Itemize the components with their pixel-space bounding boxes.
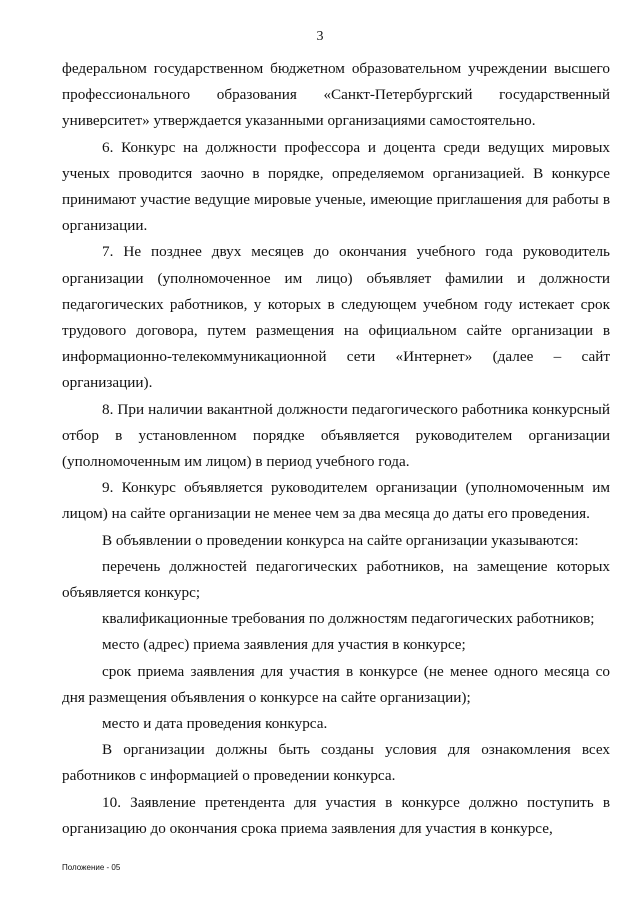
paragraph: 7. Не позднее двух месяцев до окончания учебного года руководитель организации (уполномоченное им лицо) объявляет фамилии и должности педагогических работников, у которых в следующем учебном году истекает срок трудового договора, путем размещения на официальном сайте организации в информационно-телекоммуникационной сети «Интернет» (далее – сайт организации).	[62, 243, 610, 392]
page-number: 3	[316, 29, 324, 44]
paragraph: В организации должны быть созданы условия для ознакомления всех работников с информацией о проведении конкурса.	[62, 741, 610, 785]
paragraph: 8. При наличии вакантной должности педагогического работника конкурсный отбор в установленном порядке объявляется руководителем организации (уполномоченным им лицом) в период учебного года.	[62, 400, 610, 471]
paragraph: перечень должностей педагогических работников, на замещение которых объявляется конкурс;	[62, 557, 610, 602]
paragraph: 9. Конкурс объявляется руководителем организации (уполномоченным им лицом) на сайте организации не менее чем за два месяца до даты его проведения.	[62, 479, 610, 523]
paragraph: 10. Заявление претендента для участия в конкурсе должно поступить в организацию до окончания срока приема заявления для участия в конкурсе,	[62, 793, 610, 837]
paragraph: 6. Конкурс на должности профессора и доцента среди ведущих мировых ученых проводится заочно в порядке, определяемом организацией. В конкурсе принимают участие ведущие мировые ученые, имеющие приглашения для работы в организации.	[62, 138, 610, 235]
document-body	[62, 56, 610, 842]
paragraph: место (адрес) приема заявления для участия в конкурсе;	[102, 636, 466, 654]
paragraph: федеральном государственном бюджетном образовательном учреждении высшего профессионального образования «Санкт-Петербургский государственный университет» утверждается указанными организациями самостоятельно.	[62, 60, 610, 130]
paragraph: В объявлении о проведении конкурса на сайте организации указываются:	[102, 531, 579, 549]
footer-label: Положение - 05	[62, 863, 121, 872]
paragraph: срок приема заявления для участия в конкурсе (не менее одного месяца со дня размещения объявления о конкурсе на сайте организации);	[62, 662, 610, 706]
paragraph: место и дата проведения конкурса.	[102, 715, 328, 733]
paragraph: квалификационные требования по должностям педагогических работников;	[102, 610, 595, 628]
